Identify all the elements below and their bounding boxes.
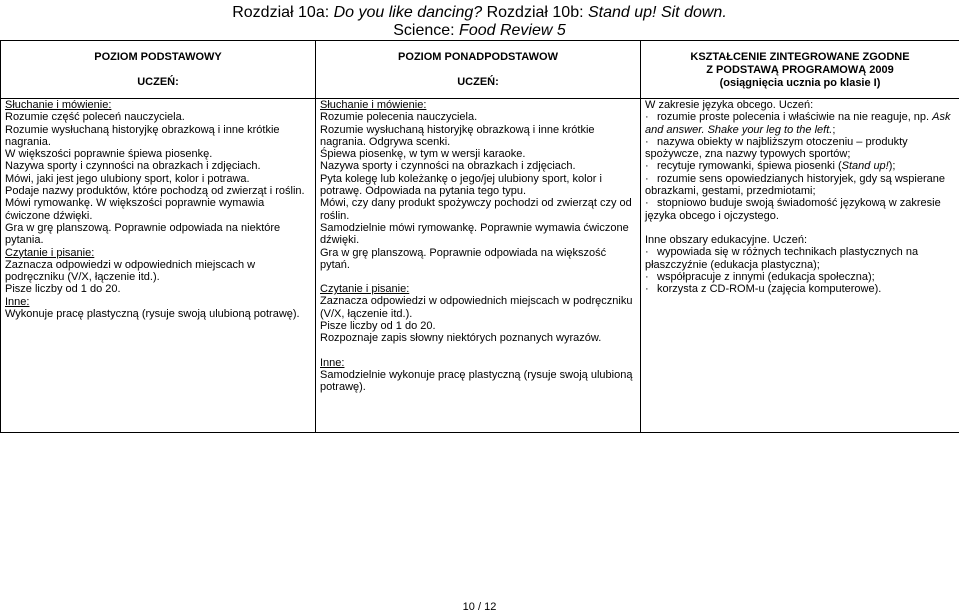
foreign-language-intro: W zakresie języka obcego. Uczeń:	[645, 99, 814, 111]
list-item: · wypowiada się w różnych technikach plastycznych na płaszczyźnie (edukacja plastyczna);	[645, 246, 955, 271]
list-item: Śpiewa piosenkę, w tym w wersji karaoke.	[320, 148, 526, 161]
header-advanced	[316, 41, 641, 99]
list-item: Pyta kolegę lub koleżankę o jego/jej ulubiony sport, kolor i potrawę. Odpowiada na pytania tego typu.	[320, 172, 602, 198]
list-item: Mówi rymowankę. W większości poprawnie wymawia ćwiczone dźwięki.	[5, 197, 265, 222]
list-item: Podaje nazwy produktów, które pochodzą od zwierząt i roślin.	[5, 185, 305, 198]
section-reading: Czytanie i pisanie:	[5, 246, 95, 259]
list-item: Nazywa sporty i czynności na obrazkach i zdjęciach.	[5, 160, 261, 173]
unit-10a-label: Rozdział 10a:	[232, 4, 334, 21]
advanced-content	[316, 99, 641, 433]
other-areas-intro: Inne obszary edukacyjne. Uczeń:	[645, 233, 808, 246]
list-item: · rozumie proste polecenia i właściwie na nie reaguje, np. Ask and answer. Shake your leg to the left.;	[645, 111, 955, 136]
integrated-content	[641, 99, 959, 433]
title-line-2	[0, 22, 959, 40]
list-item: Rozumie część poleceń nauczyciela.	[5, 111, 185, 124]
list-item: Rozumie wysłuchaną historyjkę obrazkową i inne krótkie nagrania.	[5, 123, 280, 148]
list-item: · stopniowo buduje swoją świadomość językową w zakresie języka obcego i ojczystego.	[645, 197, 955, 222]
requirements-table	[0, 40, 959, 433]
section-reading: Czytanie i pisanie:	[320, 283, 410, 296]
header-basic-sub: UCZEŃ:	[137, 76, 179, 88]
unit-10b-name: Stand up! Sit down.	[588, 4, 727, 21]
list-item: Samodzielnie wykonuje pracę plastyczną (rysuje swoją ulubioną potrawę).	[320, 368, 633, 394]
list-item: Zaznacza odpowiedzi w odpowiednich miejscach w podręczniku (V/X, łączenie itd.).	[5, 258, 256, 284]
unit-10a-name: Do you like dancing?	[333, 4, 483, 21]
unit-10b-label: Rozdział 10b:	[482, 4, 588, 21]
header-integrated	[641, 41, 959, 99]
list-item: Nazywa sporty i czynności na obrazkach i zdjęciach.	[320, 160, 576, 173]
section-other: Inne:	[5, 295, 30, 308]
list-item: · nazywa obiekty w najbliższym otoczeniu – produkty spożywcze, zna nazwy typowych sportów;	[645, 136, 955, 161]
header-advanced-sub: UCZEŃ:	[457, 76, 499, 88]
header-integrated-title: KSZTAŁCENIE ZINTEGROWANE ZGODNE	[690, 51, 910, 63]
list-item: Rozpoznaje zapis słowny niektórych poznanych wyrazów.	[320, 332, 602, 345]
page-title	[0, 4, 959, 40]
title-line-1	[0, 4, 959, 22]
header-basic-title: POZIOM PODSTAWOWY	[94, 51, 222, 63]
list-item: Samodzielnie mówi rymowankę. Poprawnie wymawia ćwiczone dźwięki.	[320, 221, 629, 247]
list-item: · rozumie sens opowiedzianych historyjek, gdy są wspierane obrazkami, gestami, przedmiotami;	[645, 173, 955, 198]
list-item: Wykonuje pracę plastyczną (rysuje swoją ulubioną potrawę).	[5, 308, 300, 321]
list-item: · recytuje rymowanki, śpiewa piosenki (Stand up!);	[645, 160, 955, 172]
example-commands: Ask and answer. Shake your leg to the left.	[645, 111, 951, 136]
section-listening: Słuchanie i mówienie:	[320, 99, 427, 111]
list-item: · współpracuje z innymi (edukacja społeczna);	[645, 271, 955, 283]
song-title: Stand up!	[841, 160, 889, 173]
header-integrated-sub: Z PODSTAWĄ PROGRAMOWĄ 2009	[706, 64, 894, 76]
page-number: 10 / 12	[462, 601, 497, 613]
list-item: Rozumie polecenia nauczyciela.	[320, 111, 478, 124]
header-basic	[1, 41, 316, 99]
list-item: Mówi, czy dany produkt spożywczy pochodzi od zwierząt czy od roślin.	[320, 197, 632, 222]
list-item: Rozumie wysłuchaną historyjkę obrazkową i inne krótkie nagrania. Odgrywa scenki.	[320, 123, 595, 148]
list-item: Gra w grę planszową. Poprawnie odpowiada na większość pytań.	[320, 246, 607, 271]
section-listening: Słuchanie i mówienie:	[5, 99, 112, 111]
list-item: W większości poprawnie śpiewa piosenkę.	[5, 148, 213, 161]
header-integrated-note: (osiągnięcia ucznia po klasie I)	[719, 77, 881, 89]
list-item: · korzysta z CD-ROM-u (zajęcia komputerowe).	[645, 283, 955, 295]
section-other: Inne:	[320, 356, 345, 369]
header-row	[1, 41, 959, 99]
science-label: Science:	[393, 22, 460, 39]
science-topic: Food Review 5	[459, 22, 566, 39]
list-item: Pisze liczby od 1 do 20.	[320, 320, 436, 333]
content-row	[1, 99, 959, 433]
list-item: Zaznacza odpowiedzi w odpowiednich miejscach w podręczniku (V/X, łączenie itd.).	[320, 295, 633, 320]
header-advanced-title: POZIOM PONADPODSTAWOW	[398, 51, 558, 63]
list-item: Pisze liczby od 1 do 20.	[5, 283, 121, 296]
list-item: Mówi, jaki jest jego ulubiony sport, kolor i potrawa.	[5, 172, 250, 185]
basic-content	[1, 99, 316, 433]
list-item: Gra w grę planszową. Poprawnie odpowiada na niektóre pytania.	[5, 221, 281, 247]
